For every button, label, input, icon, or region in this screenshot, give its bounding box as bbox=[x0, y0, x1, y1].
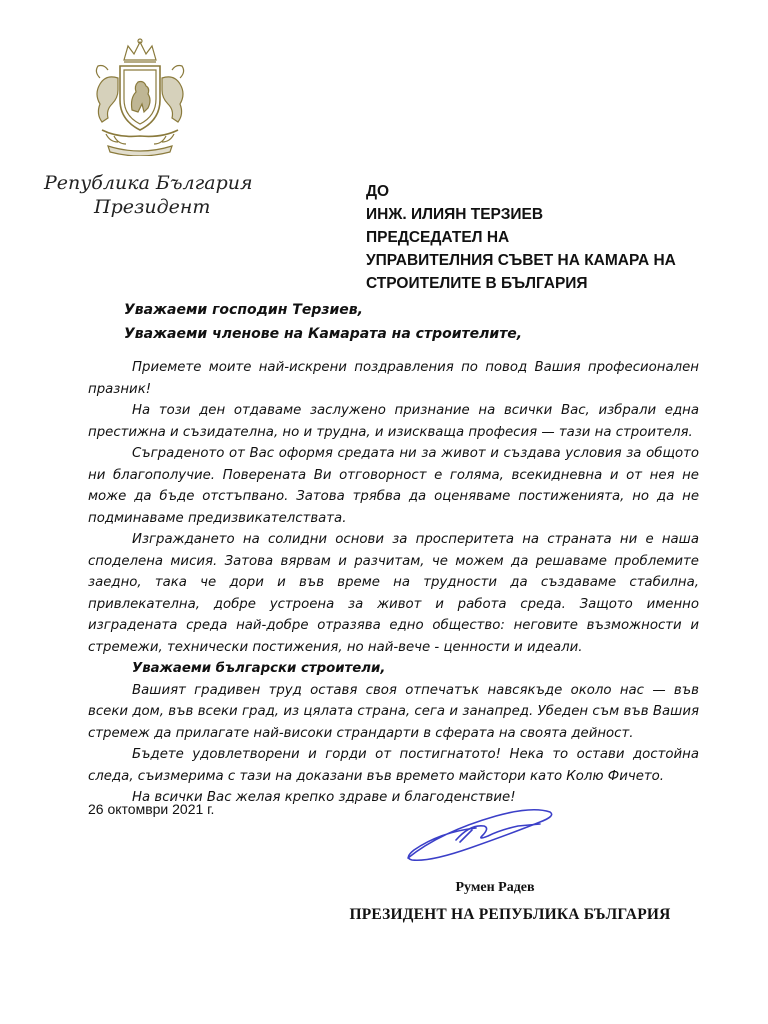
body-paragraph: Изграждането на солидни основи за просперитета на страната ни е наша споделена мисия. Затова вярвам и разчитам, че можем да решаваме проблемите заедно, така че дори и във време на трудности да създаваме стабилна, привлекателна, добре устроена за живот и работа среда. Защото именно изградената среда най-добре отразява едно общество: неговите възможности и стремежи, технически постижения, но най-вече - ценности и идеали. bbox=[88, 532, 699, 655]
letter-date: 26 октомври 2021 г. bbox=[88, 801, 215, 817]
body-paragraph: На този ден отдаваме заслужено признание на всички Вас, избрали една престижна и съзидателна, но и трудна, и изискваща професия — тази на строителя. bbox=[88, 403, 699, 440]
addressee-line: ДО bbox=[366, 183, 390, 200]
signer-name: Румен Радев bbox=[455, 880, 535, 895]
body-paragraph: На всички Вас желая крепко здраве и благоденствие! bbox=[132, 790, 516, 805]
body-paragraph: Вашият градивен труд оставя своя отпечатък навсякъде около нас — във всеки дом, във всеки град, из цялата страна, сега и занапред. Убеден съм във Вашия стремеж да прилагате най-високи страндарти в сферата на своята дейност. bbox=[88, 682, 699, 741]
addressee-line: ИНЖ. ИЛИЯН ТЕРЗИЕВ bbox=[366, 206, 544, 223]
salutation-line: Уважаеми членове на Камарата на строителите, bbox=[124, 326, 523, 342]
letterhead bbox=[44, 171, 253, 219]
body-paragraph: Приемете моите най-искрени поздравления по повод Вашия професионален празник! bbox=[88, 360, 699, 397]
signer-title: ПРЕЗИДЕНТ НА РЕПУБЛИКА БЪЛГАРИЯ bbox=[349, 906, 671, 923]
signer-block bbox=[320, 878, 700, 926]
letterhead-republic: Република България bbox=[44, 172, 253, 194]
addressee-line: УПРАВИТЕЛНИЯ СЪВЕТ НА КАМАРА НА bbox=[366, 252, 676, 269]
salutation bbox=[124, 298, 724, 346]
body-paragraph: Съграденото от Вас оформя средата ни за живот и създава условия за общото ни благополучие. Поверената Ви отговорност е голяма, всекидневна и от нея не може да бъде отстъпвано. Затова трябва да оценяваме постиженията, но да не подминаваме предизвикателствата. bbox=[88, 446, 699, 526]
body-greeting: Уважаеми български строители, bbox=[132, 661, 386, 676]
coat-of-arms-icon bbox=[78, 38, 202, 156]
letter-body bbox=[88, 357, 699, 809]
handwritten-signature-icon bbox=[400, 802, 556, 866]
letterhead-office: Президент bbox=[94, 196, 211, 218]
body-paragraph: Бъдете удовлетворени и горди от постигнатото! Нека то остави достойна следа, съизмерима с тази на доказани във времето майстори като Колю Фичето. bbox=[88, 747, 699, 784]
salutation-line: Уважаеми господин Терзиев, bbox=[124, 302, 363, 318]
addressee-block bbox=[366, 180, 746, 295]
addressee-line: СТРОИТЕЛИТЕ В БЪЛГАРИЯ bbox=[366, 275, 588, 292]
addressee-line: ПРЕДСЕДАТЕЛ НА bbox=[366, 229, 510, 246]
